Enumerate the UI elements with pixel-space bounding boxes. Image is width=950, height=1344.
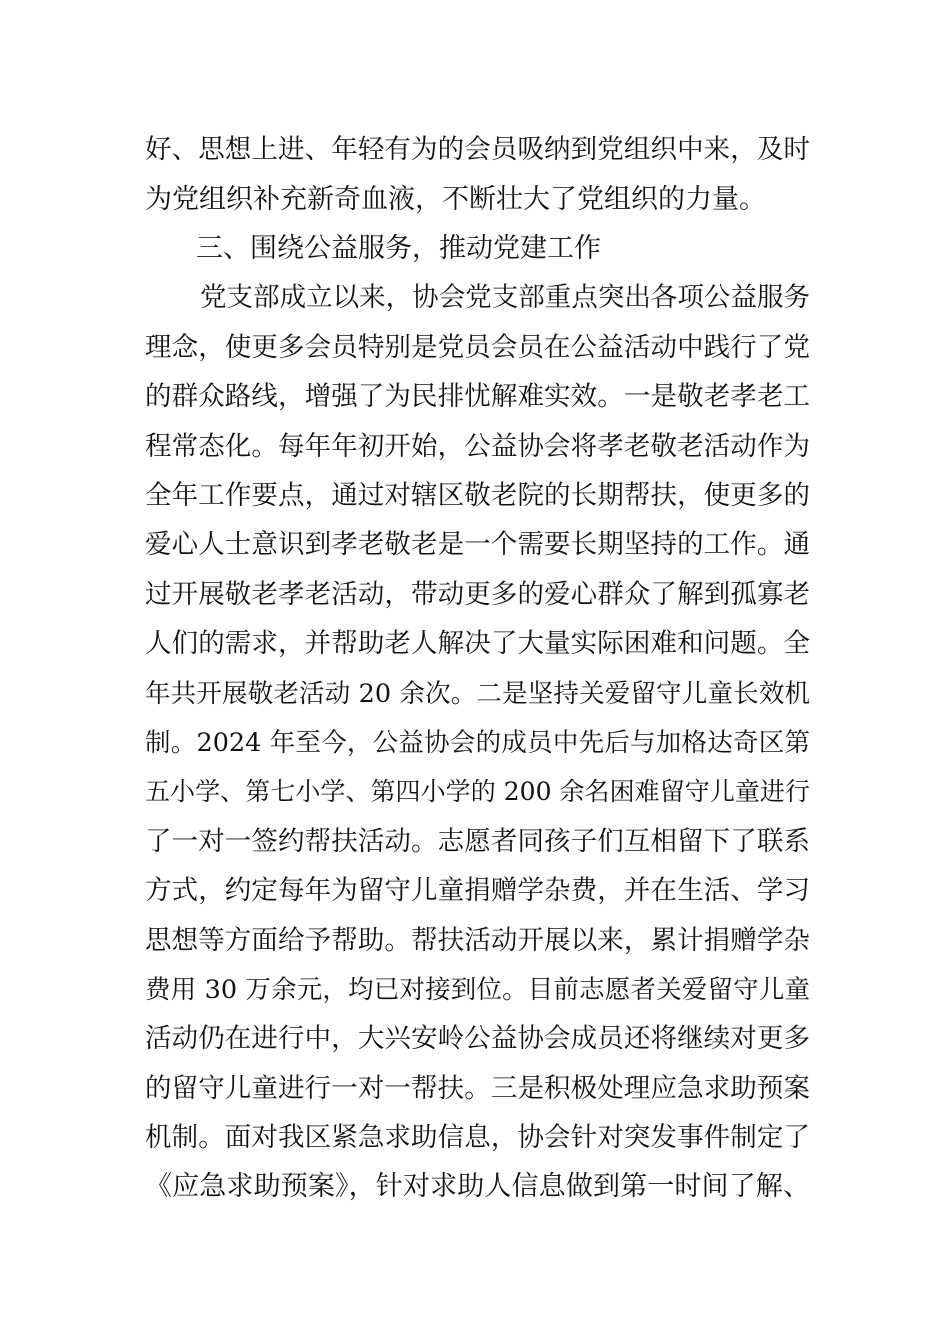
text-line: 过开展敬老孝老活动，带动更多的爱心群众了解到孤寡老	[145, 579, 810, 610]
text-line: 理念，使更多会员特别是党员会员在公益活动中践行了党	[145, 332, 810, 363]
text-line: 五小学、第七小学、第四小学的 200 余名困难留守儿童进行	[145, 777, 810, 806]
text-line: 的群众路线，增强了为民排忧解难实效。一是敬老孝老工	[145, 381, 810, 412]
text-line: 的留守儿童进行一对一帮扶。三是积极处理应急求助预案	[145, 1073, 810, 1104]
section-heading: 三、围绕公益服务，推动党建工作	[196, 233, 601, 264]
text-line: 了一对一签约帮扶活动。志愿者同孩子们互相留下了联系	[145, 826, 810, 857]
text-line: 好、思想上进、年轻有为的会员吸纳到党组织中来，及时	[145, 134, 810, 165]
text-line: 机制。面对我区紧急求助信息，协会针对突发事件制定了	[145, 1122, 810, 1153]
text-line: 制。2024 年至今，公益协会的成员中先后与加格达奇区第	[145, 728, 810, 758]
text-line: 程常态化。每年年初开始，公益协会将孝老敬老活动作为	[145, 431, 810, 462]
text-line: 年共开展敬老活动 20 余次。二是坚持关爱留守儿童长效机	[145, 679, 810, 709]
text-line: 《应急求助预案》，针对求助人信息做到第一时间了解、	[145, 1171, 810, 1202]
text-line: 全年工作要点，通过对辖区敬老院的长期帮扶，使更多的	[145, 480, 810, 511]
text-line: 方式，约定每年为留守儿童捐赠学杂费，并在生活、学习	[145, 875, 810, 906]
text-line: 费用 30 万余元，均已对接到位。目前志愿者关爱留守儿童	[145, 975, 810, 1005]
text-line: 活动仍在进行中，大兴安岭公益协会成员还将继续对更多	[145, 1023, 810, 1054]
text-line: 为党组织补充新奇血液，不断壮大了党组织的力量。	[145, 184, 766, 215]
paragraph-first-line: 党支部成立以来，协会党支部重点突出各项公益服务	[200, 282, 810, 313]
text-line: 人们的需求，并帮助老人解决了大量实际困难和问题。全	[145, 628, 810, 659]
text-line: 思想等方面给予帮助。帮扶活动开展以来，累计捐赠学杂	[145, 925, 810, 956]
text-line: 爱心人士意识到孝老敬老是一个需要长期坚持的工作。通	[145, 529, 810, 560]
